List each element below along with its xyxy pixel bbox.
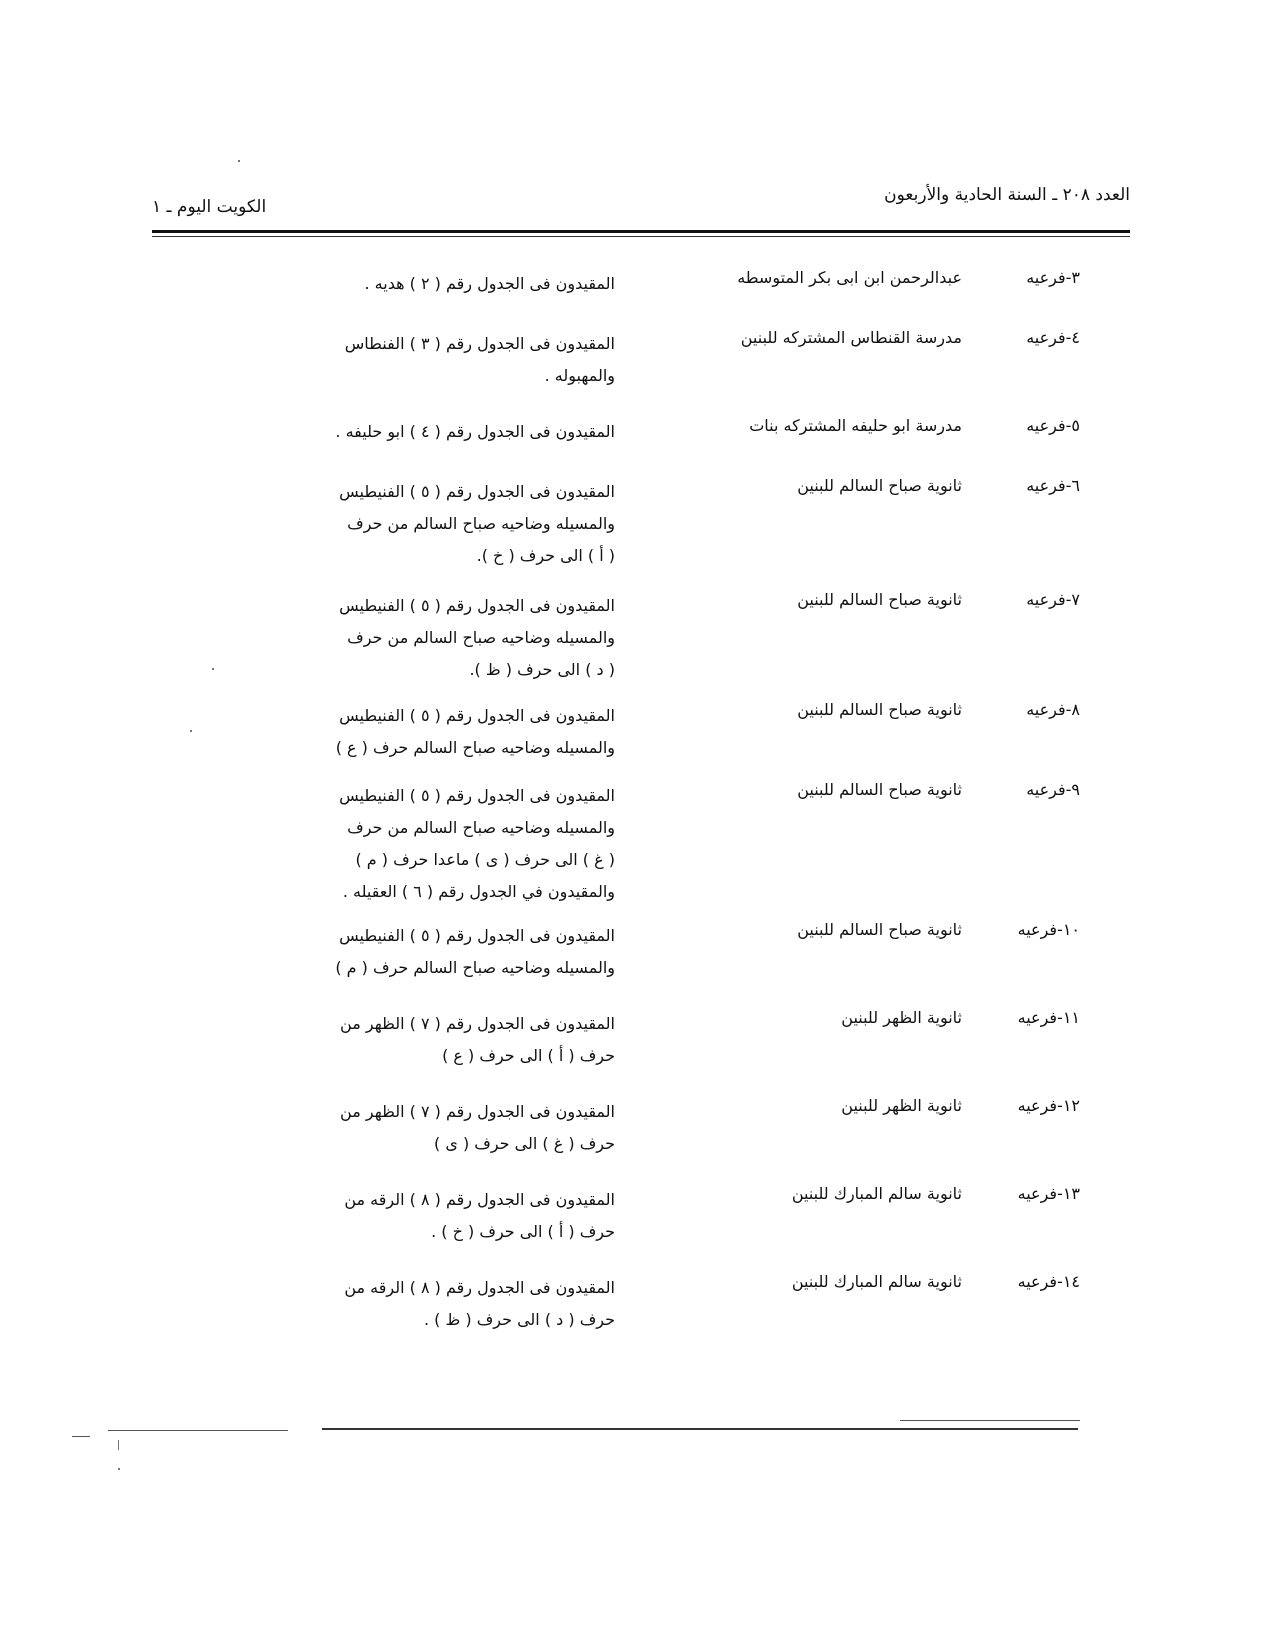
description-line: والمهبوله . <box>544 366 615 385</box>
description-line: ( غ ) الى حرف ( ى ) ماعدا حرف ( م ) <box>355 850 615 869</box>
description-line: والمسيله وضاحيه صباح السالم من حرف <box>347 514 615 533</box>
entry-number: ١٣-فرعيه <box>1017 1184 1080 1203</box>
entry-number: ٧-فرعيه <box>1026 590 1080 609</box>
entry-description <box>215 700 615 764</box>
footer-rule-segment <box>108 1430 288 1431</box>
entry-number: ١٠-فرعيه <box>1017 920 1080 939</box>
description-line: والمسيله وضاحيه صباح السالم من حرف <box>347 628 615 647</box>
entry-school: عبدالرحمن ابن ابى بكر المتوسطه <box>737 268 962 287</box>
header-rule <box>152 230 1130 233</box>
description-line: ( د ) الى حرف ( ظ ). <box>469 660 615 679</box>
entry-description <box>215 590 615 686</box>
entry-school: ثانوية الظهر للبنين <box>841 1096 962 1115</box>
entry-description <box>215 328 615 392</box>
entry-school: ثانوية الظهر للبنين <box>841 1008 962 1027</box>
entry-number: ٥-فرعيه <box>1026 416 1080 435</box>
entry-number: ٤-فرعيه <box>1026 328 1080 347</box>
scan-speck <box>212 668 214 670</box>
entry-description <box>215 1272 615 1336</box>
description-line: حرف ( أ ) الى حرف ( ع ) <box>442 1046 615 1065</box>
entry-description <box>215 920 615 984</box>
entry-school: ثانوية صباح السالم للبنين <box>797 780 962 799</box>
scan-speck <box>190 730 192 732</box>
description-line: المقيدون فى الجدول رقم ( ٨ ) الرقه من <box>344 1278 615 1297</box>
description-line: حرف ( أ ) الى حرف ( خ ) . <box>431 1222 615 1241</box>
description-line: المقيدون فى الجدول رقم ( ٤ ) ابو حليفه . <box>335 422 615 441</box>
entry-school: ثانوية سالم المبارك للبنين <box>791 1184 962 1203</box>
scan-speck <box>118 1440 119 1450</box>
description-line: حرف ( غ ) الى حرف ( ى ) <box>434 1134 615 1153</box>
entry-row <box>200 1272 1080 1382</box>
footer-rule-segment <box>72 1436 90 1437</box>
entry-school: ثانوية صباح السالم للبنين <box>797 590 962 609</box>
entry-number: ١١-فرعيه <box>1017 1008 1080 1027</box>
description-line: حرف ( د ) الى حرف ( ظ ) . <box>423 1310 615 1329</box>
entry-description <box>215 1184 615 1248</box>
description-line: ( أ ) الى حرف ( خ ). <box>476 546 615 565</box>
entry-number: ٦-فرعيه <box>1026 476 1080 495</box>
description-line: المقيدون فى الجدول رقم ( ٥ ) الفنيطيس <box>339 926 615 945</box>
scan-speck <box>238 160 240 162</box>
description-line: المقيدون فى الجدول رقم ( ٣ ) الفنطاس <box>344 334 615 353</box>
entry-description <box>215 268 615 300</box>
entry-school: مدرسة القنطاس المشتركه للبنين <box>740 328 962 347</box>
description-line: والمسيله وضاحيه صباح السالم من حرف <box>347 818 615 837</box>
entry-number: ١٢-فرعيه <box>1017 1096 1080 1115</box>
entry-number: ٨-فرعيه <box>1026 700 1080 719</box>
description-line: المقيدون فى الجدول رقم ( ٧ ) الظهر من <box>340 1102 615 1121</box>
entry-row <box>200 476 1080 586</box>
description-line: المقيدون فى الجدول رقم ( ٥ ) الفنيطيس <box>339 482 615 501</box>
entry-number: ٣-فرعيه <box>1026 268 1080 287</box>
newspaper-name: الكويت اليوم ـ ١ <box>152 197 267 217</box>
description-line: والمسيله وضاحيه صباح السالم حرف ( ع ) <box>335 738 615 757</box>
entry-school: ثانوية صباح السالم للبنين <box>797 920 962 939</box>
description-line: والمسيله وضاحيه صباح السالم حرف ( م ) <box>335 958 615 977</box>
entry-school: ثانوية صباح السالم للبنين <box>797 476 962 495</box>
entry-description <box>215 1096 615 1160</box>
description-line: المقيدون فى الجدول رقم ( ٨ ) الرقه من <box>344 1190 615 1209</box>
description-line: المقيدون فى الجدول رقم ( ٧ ) الظهر من <box>340 1014 615 1033</box>
entry-description <box>215 416 615 448</box>
description-line: والمقيدون في الجدول رقم ( ٦ ) العقيله . <box>342 882 615 901</box>
entry-description <box>215 780 615 908</box>
description-line: المقيدون فى الجدول رقم ( ٥ ) الفنيطيس <box>339 786 615 805</box>
entry-number: ٩-فرعيه <box>1026 780 1080 799</box>
entry-school: ثانوية صباح السالم للبنين <box>797 700 962 719</box>
scan-speck <box>118 1468 120 1470</box>
footer-rule-segment <box>900 1420 1080 1421</box>
entry-school: ثانوية سالم المبارك للبنين <box>791 1272 962 1291</box>
entry-row <box>200 590 1080 700</box>
entry-description <box>215 476 615 572</box>
entry-number: ١٤-فرعيه <box>1017 1272 1080 1291</box>
header-rule-thin <box>152 236 1130 237</box>
page-header <box>152 180 1130 220</box>
description-line: المقيدون فى الجدول رقم ( ٢ ) هديه . <box>364 274 615 293</box>
entry-row <box>200 780 1080 901</box>
description-line: المقيدون فى الجدول رقم ( ٥ ) الفنيطيس <box>339 596 615 615</box>
entry-description <box>215 1008 615 1072</box>
footer-rule-segment <box>322 1428 1078 1430</box>
entry-school: مدرسة ابو حليفه المشتركه بنات <box>749 416 962 435</box>
description-line: المقيدون فى الجدول رقم ( ٥ ) الفنيطيس <box>339 706 615 725</box>
issue-line: العدد ٢٠٨ ـ السنة الحادية والأربعون <box>884 185 1130 205</box>
